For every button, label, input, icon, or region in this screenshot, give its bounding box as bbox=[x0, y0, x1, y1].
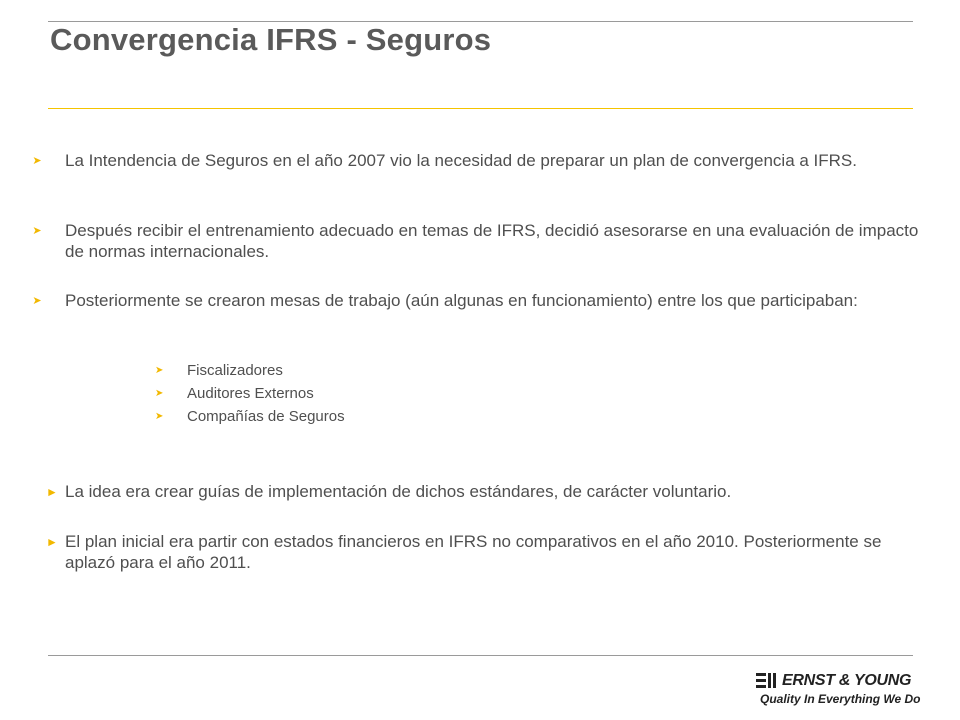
brand-tagline: Quality In Everything We Do bbox=[760, 692, 921, 706]
bullet-text: Posteriormente se crearon mesas de trabajo (aún algunas en funcionamiento) entre los que participaban: bbox=[65, 291, 858, 310]
arrow-chevron-icon: ➤ bbox=[155, 388, 164, 399]
bullet-text: La idea era crear guías de implementación de dichos estándares, de carácter voluntario. bbox=[65, 482, 732, 501]
arrow-chevron-icon: ➤ bbox=[155, 365, 164, 376]
arrow-chevron-icon: ➤ bbox=[32, 295, 42, 307]
arrow-chevron-icon: ➤ bbox=[32, 155, 42, 167]
sub-bullet-text: Auditores Externos bbox=[187, 385, 314, 402]
brand-name: ERNST & YOUNG bbox=[782, 672, 912, 689]
bullet-text: La Intendencia de Seguros en el año 2007 vio la necesidad de preparar un plan de convergencia a IFRS. bbox=[65, 151, 857, 170]
triangle-icon: ► bbox=[46, 535, 58, 549]
arrow-chevron-icon: ➤ bbox=[32, 225, 42, 237]
slide-title: Convergencia IFRS - Seguros bbox=[50, 22, 492, 57]
bottom-divider bbox=[48, 655, 913, 656]
arrow-chevron-icon: ➤ bbox=[155, 411, 164, 422]
bullet-text: El plan inicial era partir con estados financieros en IFRS no comparativos en el año 2010. Posteriormente se aplazó para el año 2011. bbox=[65, 532, 882, 572]
sub-bullet-text: Compañías de Seguros bbox=[187, 408, 345, 425]
ernst-young-logo bbox=[752, 670, 922, 710]
triangle-icon: ► bbox=[46, 485, 58, 499]
title-underline bbox=[48, 108, 913, 109]
sub-bullet-text: Fiscalizadores bbox=[187, 362, 283, 379]
bullet-text: Después recibir el entrenamiento adecuado en temas de IFRS, decidió asesorarse en una evaluación de impacto de normas internacionales. bbox=[65, 221, 919, 261]
ey-mark-icon bbox=[756, 672, 780, 690]
